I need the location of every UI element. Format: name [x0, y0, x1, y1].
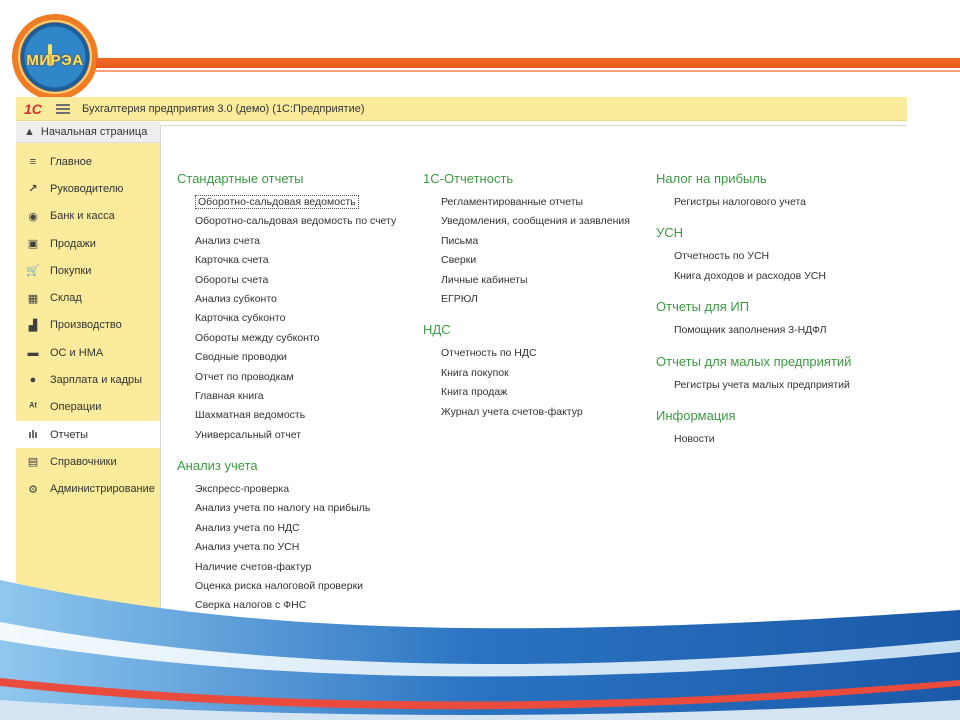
section-items	[674, 376, 906, 395]
mirea-logo	[12, 14, 98, 100]
sidebar-item-label: Зарплата и кадры	[50, 374, 143, 387]
section-title: Отчеты для ИП	[656, 299, 750, 315]
person-icon: ●	[29, 374, 37, 387]
section-items	[195, 193, 417, 445]
sidebar-item-main[interactable]	[16, 148, 160, 175]
report-link[interactable]: Уведомления, сообщения и заявления	[441, 215, 630, 228]
report-link[interactable]: Отчетность по НДС	[441, 347, 537, 360]
bag-icon: ▣	[27, 238, 39, 251]
report-link[interactable]: Наличие счетов-фактур	[195, 560, 312, 573]
trend-icon: ↗	[28, 183, 38, 196]
report-link[interactable]: Регистры учета малых предприятий	[674, 378, 850, 391]
report-link[interactable]: Универсальный отчет	[195, 428, 302, 441]
sidebar-item-label: Справочники	[50, 455, 117, 468]
report-link[interactable]: Оборотно-сальдовая ведомость по счету	[195, 215, 397, 228]
sidebar-item-label: Склад	[50, 292, 82, 305]
footer-swoosh	[0, 560, 960, 720]
report-link[interactable]: Шахматная ведомость	[195, 409, 306, 422]
sidebar-item-label: Продажи	[50, 237, 96, 250]
report-link[interactable]: Книга продаж	[441, 386, 508, 399]
sidebar-item-label: Руководителю	[50, 182, 124, 195]
sidebar-item-label: Производство	[50, 319, 122, 332]
bar-chart-icon: ılı	[28, 428, 38, 441]
section-title: Налог на прибыль	[656, 171, 767, 186]
sidebar-item-bank[interactable]	[16, 203, 160, 230]
list-icon: ≡	[29, 155, 37, 168]
header-banner-thin-stripe	[96, 70, 960, 72]
report-link[interactable]: Анализ счета	[195, 234, 260, 247]
sidebar-item-label: Главное	[50, 155, 93, 168]
report-link[interactable]: Отчет по проводкам	[195, 370, 294, 383]
report-link[interactable]: Сверки	[441, 254, 477, 267]
sidebar-item-label: Операции	[50, 401, 102, 414]
menu-icon[interactable]	[56, 102, 70, 116]
report-link[interactable]: Оборотно-сальдовая ведомость	[195, 193, 417, 212]
sidebar-item-assets[interactable]	[16, 339, 160, 366]
sidebar-item-label: ОС и НМА	[50, 346, 104, 359]
report-link[interactable]: ЕГРЮЛ	[441, 292, 478, 305]
report-link[interactable]: Книга покупок	[441, 366, 509, 379]
sidebar-item-warehouse[interactable]	[16, 284, 160, 311]
report-link[interactable]: Журнал учета счетов-фактур	[441, 405, 583, 418]
report-link[interactable]: Регистры налогового учета	[674, 196, 806, 208]
report-link[interactable]: Анализ учета по налогу на прибыль	[195, 502, 371, 515]
section-items	[441, 344, 653, 422]
book-icon: ▤	[27, 456, 39, 469]
reports-column-2	[423, 170, 653, 422]
truck-icon: ▬	[27, 346, 39, 359]
sidebar-item-payroll[interactable]	[16, 366, 160, 393]
header-banner-stripe	[96, 58, 960, 68]
sidebar-item-purchases[interactable]	[16, 257, 160, 284]
report-link[interactable]: Анализ учета по НДС	[195, 521, 300, 534]
sidebar-item-reports[interactable]	[16, 421, 160, 448]
sidebar-item-directories[interactable]	[16, 448, 160, 475]
1c-logo: 1С	[24, 100, 42, 117]
app-window	[16, 97, 907, 622]
section-title: УСН	[656, 225, 684, 241]
report-link[interactable]: Карточка счета	[195, 254, 269, 267]
report-link[interactable]: Отчетность по УСН	[674, 250, 770, 263]
sidebar-item-label: Покупки	[50, 264, 92, 277]
section-items	[441, 193, 653, 309]
coin-icon: ◉	[28, 210, 38, 223]
report-link[interactable]: Регламентированные отчеты	[441, 196, 584, 208]
report-link[interactable]: Карточка субконто	[195, 312, 286, 325]
report-link[interactable]: Сводные проводки	[195, 351, 287, 364]
report-link[interactable]: Главная книга	[195, 389, 264, 402]
report-link[interactable]: Сверка налогов с ФНС	[195, 599, 307, 612]
title-bar	[16, 97, 907, 121]
app-title: Бухгалтерия предприятия 3.0 (демо) (1С:Предприятие)	[82, 102, 365, 115]
section-items	[674, 193, 906, 212]
section-title: Анализ учета	[177, 458, 258, 474]
operations-icon: ᴬᵗ	[29, 401, 37, 414]
report-link[interactable]: Оценка риска налоговой проверки	[195, 580, 364, 593]
section-title: 1С-Отчетность	[423, 171, 514, 186]
sidebar-item-operations[interactable]	[16, 394, 160, 421]
section-title: Стандартные отчеты	[177, 171, 304, 186]
report-link[interactable]: Обороты счета	[195, 273, 269, 286]
report-link[interactable]: Письма	[441, 234, 479, 247]
sidebar-item-manager[interactable]	[16, 175, 160, 202]
gear-icon: ⚙	[28, 483, 38, 496]
report-link[interactable]: Анализ учета по УСН	[195, 541, 300, 554]
warehouse-icon: ▦	[27, 292, 39, 305]
section-items	[674, 321, 906, 340]
sidebar-item-sales[interactable]	[16, 230, 160, 257]
sidebar-item-label: Отчеты	[50, 428, 89, 441]
report-link[interactable]: Помощник заполнения 3-НДФЛ	[674, 324, 827, 337]
section-title: Отчеты для малых предприятий	[656, 353, 852, 369]
sidebar-item-label: Банк и касса	[50, 210, 115, 223]
home-icon: ▲	[24, 126, 35, 138]
reports-column-3	[656, 170, 906, 449]
report-link[interactable]: Анализ субконто	[195, 292, 277, 305]
sidebar	[16, 122, 160, 622]
reports-column-1	[177, 170, 417, 616]
report-link[interactable]: Экспресс-проверка	[195, 483, 290, 496]
sidebar-item-label: Начальная страница	[40, 126, 148, 138]
section-items	[674, 247, 906, 286]
sidebar-item-home[interactable]	[16, 122, 160, 143]
report-link[interactable]: Книга доходов и расходов УСН	[674, 269, 826, 282]
section-title: Информация	[656, 407, 736, 423]
report-link[interactable]: Новости	[674, 432, 715, 445]
section-items	[674, 430, 906, 449]
reports-panel	[160, 126, 907, 622]
sidebar-nav	[16, 148, 160, 503]
section-title: НДС	[423, 322, 451, 338]
logo-text: МИРЭА	[26, 51, 84, 69]
sidebar-item-administration[interactable]	[16, 476, 160, 503]
report-link[interactable]: Обороты между субконто	[195, 331, 320, 344]
sidebar-item-label: Администрирование	[50, 483, 155, 496]
report-link[interactable]: Личные кабинеты	[441, 273, 528, 286]
cart-icon: 🛒	[26, 265, 40, 278]
factory-icon: ▟	[28, 319, 38, 332]
sidebar-item-production[interactable]	[16, 312, 160, 339]
